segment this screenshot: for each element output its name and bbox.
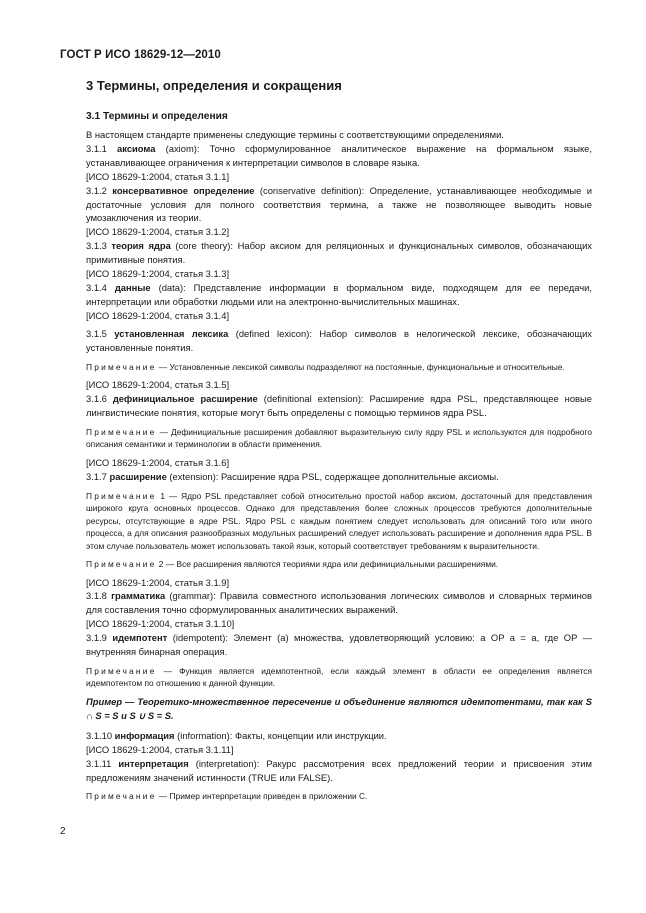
- note: Примечание — Дефинициальные расширения добавляют выразительную силу ядру PSL и используются для подробного описания семантики и терминологии в области применения.: [86, 426, 592, 450]
- term-3-1-3: 3.1.3 теория ядра (core theory): Набор аксиом для реляционных и функциональных символов, обозначающих примитивные понятия.: [86, 240, 592, 266]
- term-3-1-6: 3.1.6 дефинициальное расширение (definitional extension): Расширение ядра PSL, представляющее новые лингвистические понятия, которые могут быть определены с помощью терминов ядра PSL.: [86, 392, 592, 418]
- note: Примечание — Функция является идемпотентной, если каждый элемент в области ее определения является идемпотентом по отношению к данной функции.: [86, 665, 592, 689]
- standard-header: ГОСТ Р ИСО 18629-12—2010: [60, 49, 221, 61]
- page-number: 2: [60, 826, 66, 837]
- subsection-title: 3.1 Термины и определения: [86, 111, 228, 122]
- reference: [ИСО 18629-1:2004, статья 3.1.1]: [86, 170, 230, 182]
- example: Пример — Теоретико-множественное пересечение и объединение являются идемпотентами, так как S ∩ S = S и S ∪ S = S.: [86, 695, 592, 721]
- term-3-1-2: 3.1.2 консервативное определение (conservative definition): Определение, устанавливающее необходимые и достаточные условия для полного соответствия термина, а также не позволяющее выводить новые умозаключения из теории.: [86, 184, 592, 224]
- document-body: [86, 128, 592, 808]
- reference: [ИСО 18629-1:2004, статья 3.1.5]: [86, 379, 230, 390]
- term-3-1-4: 3.1.4 данные (data): Представление информации в формальном виде, подходящем для ее передачи, интерпретации или обработки людьми или на электронно-вычислительных машинах.: [86, 281, 592, 307]
- term-3-1-7: 3.1.7 расширение (extension): Расширение ядра PSL, содержащее дополнительные аксиомы.: [86, 470, 499, 482]
- term-name: идемпотент: [112, 632, 168, 644]
- reference: [ИСО 18629-1:2004, статья 3.1.3]: [86, 268, 230, 280]
- note-2: Примечание 2 — Все расширения являются теориями ядра или дефинициальными расширениями.: [86, 559, 499, 570]
- term-name: аксиома: [117, 142, 156, 154]
- term-3-1-11: 3.1.11 интерпретация (interpretation): Ракурс рассмотрения всех предложений теории и присвоения этим предложениям значений истинности (TRUE или FALSE).: [86, 757, 592, 783]
- term-name: установленная лексика: [114, 327, 229, 339]
- section-title: 3 Термины, определения и сокращения: [86, 78, 342, 93]
- term-3-1-5: 3.1.5 установленная лексика (defined lexicon): Набор символов в нелогической лексике, обозначающих установленные понятия.: [86, 327, 592, 353]
- term-name: консервативное определение: [112, 184, 255, 196]
- reference: [ИСО 18629-1:2004, статья 3.1.2]: [86, 226, 230, 238]
- intro-text: В настоящем стандарте применены следующие термины с соответствующими определениями.: [86, 129, 504, 140]
- term-3-1-10: 3.1.10 информация (information): Факты, концепции или инструкции.: [86, 729, 387, 741]
- reference: [ИСО 18629-1:2004, статья 3.1.11]: [86, 743, 234, 755]
- term-name: дефинициальное расширение: [112, 392, 258, 404]
- note-1: Примечание 1 — Ядро PSL представляет собой относительно простой набор аксиом, достаточный для представления широкого круга основных процессов. Однако для представления более сложных процессов требуются дополнительные ресурсы, отсутствующие в ядре PSL. Ядро PSL с каждым понятием следует использовать для описаний того или иного процесса, а для описания разнообразных модульных расширений следует использовать расширение и дополнения ядра PSL. В этом случае пользователь может использовать такой язык, который соответствует требованиям к выразительности.: [86, 490, 592, 551]
- note: Примечание — Пример интерпретации приведен в приложении С.: [86, 791, 368, 802]
- term-name: расширение: [109, 470, 167, 482]
- term-3-1-9: 3.1.9 идемпотент (idempotent): Элемент (а) множества, удовлетворяющий условию: a OP a = a, где OP — внутренняя бинарная операция.: [86, 632, 592, 658]
- reference: [ИСО 18629-1:2004, статья 3.1.10]: [86, 618, 235, 630]
- term-name: теория ядра: [111, 240, 171, 252]
- reference: [ИСО 18629-1:2004, статья 3.1.4]: [86, 309, 230, 321]
- term-name: интерпретация: [118, 757, 189, 769]
- term-3-1-1: 3.1.1 аксиома (axiom): Точно сформулированное аналитическое выражение на формальном языке, устанавливающее ограничения к интерпретации символов в словаре языка.: [86, 142, 592, 168]
- note: Примечание — Установленные лексикой символы подразделяют на постоянные, функциональные и относительные.: [86, 361, 565, 372]
- term-name: информация: [114, 729, 175, 741]
- reference: [ИСО 18629-1:2004, статья 3.1.9]: [86, 576, 230, 588]
- reference: [ИСО 18629-1:2004, статья 3.1.6]: [86, 456, 230, 468]
- term-3-1-8: 3.1.8 грамматика (grammar): Правила совместного использования логических символов и словарных терминов для составления точно сформулированных аналитических выражений.: [86, 590, 592, 616]
- term-name: грамматика: [111, 590, 166, 602]
- term-name: данные: [114, 281, 151, 293]
